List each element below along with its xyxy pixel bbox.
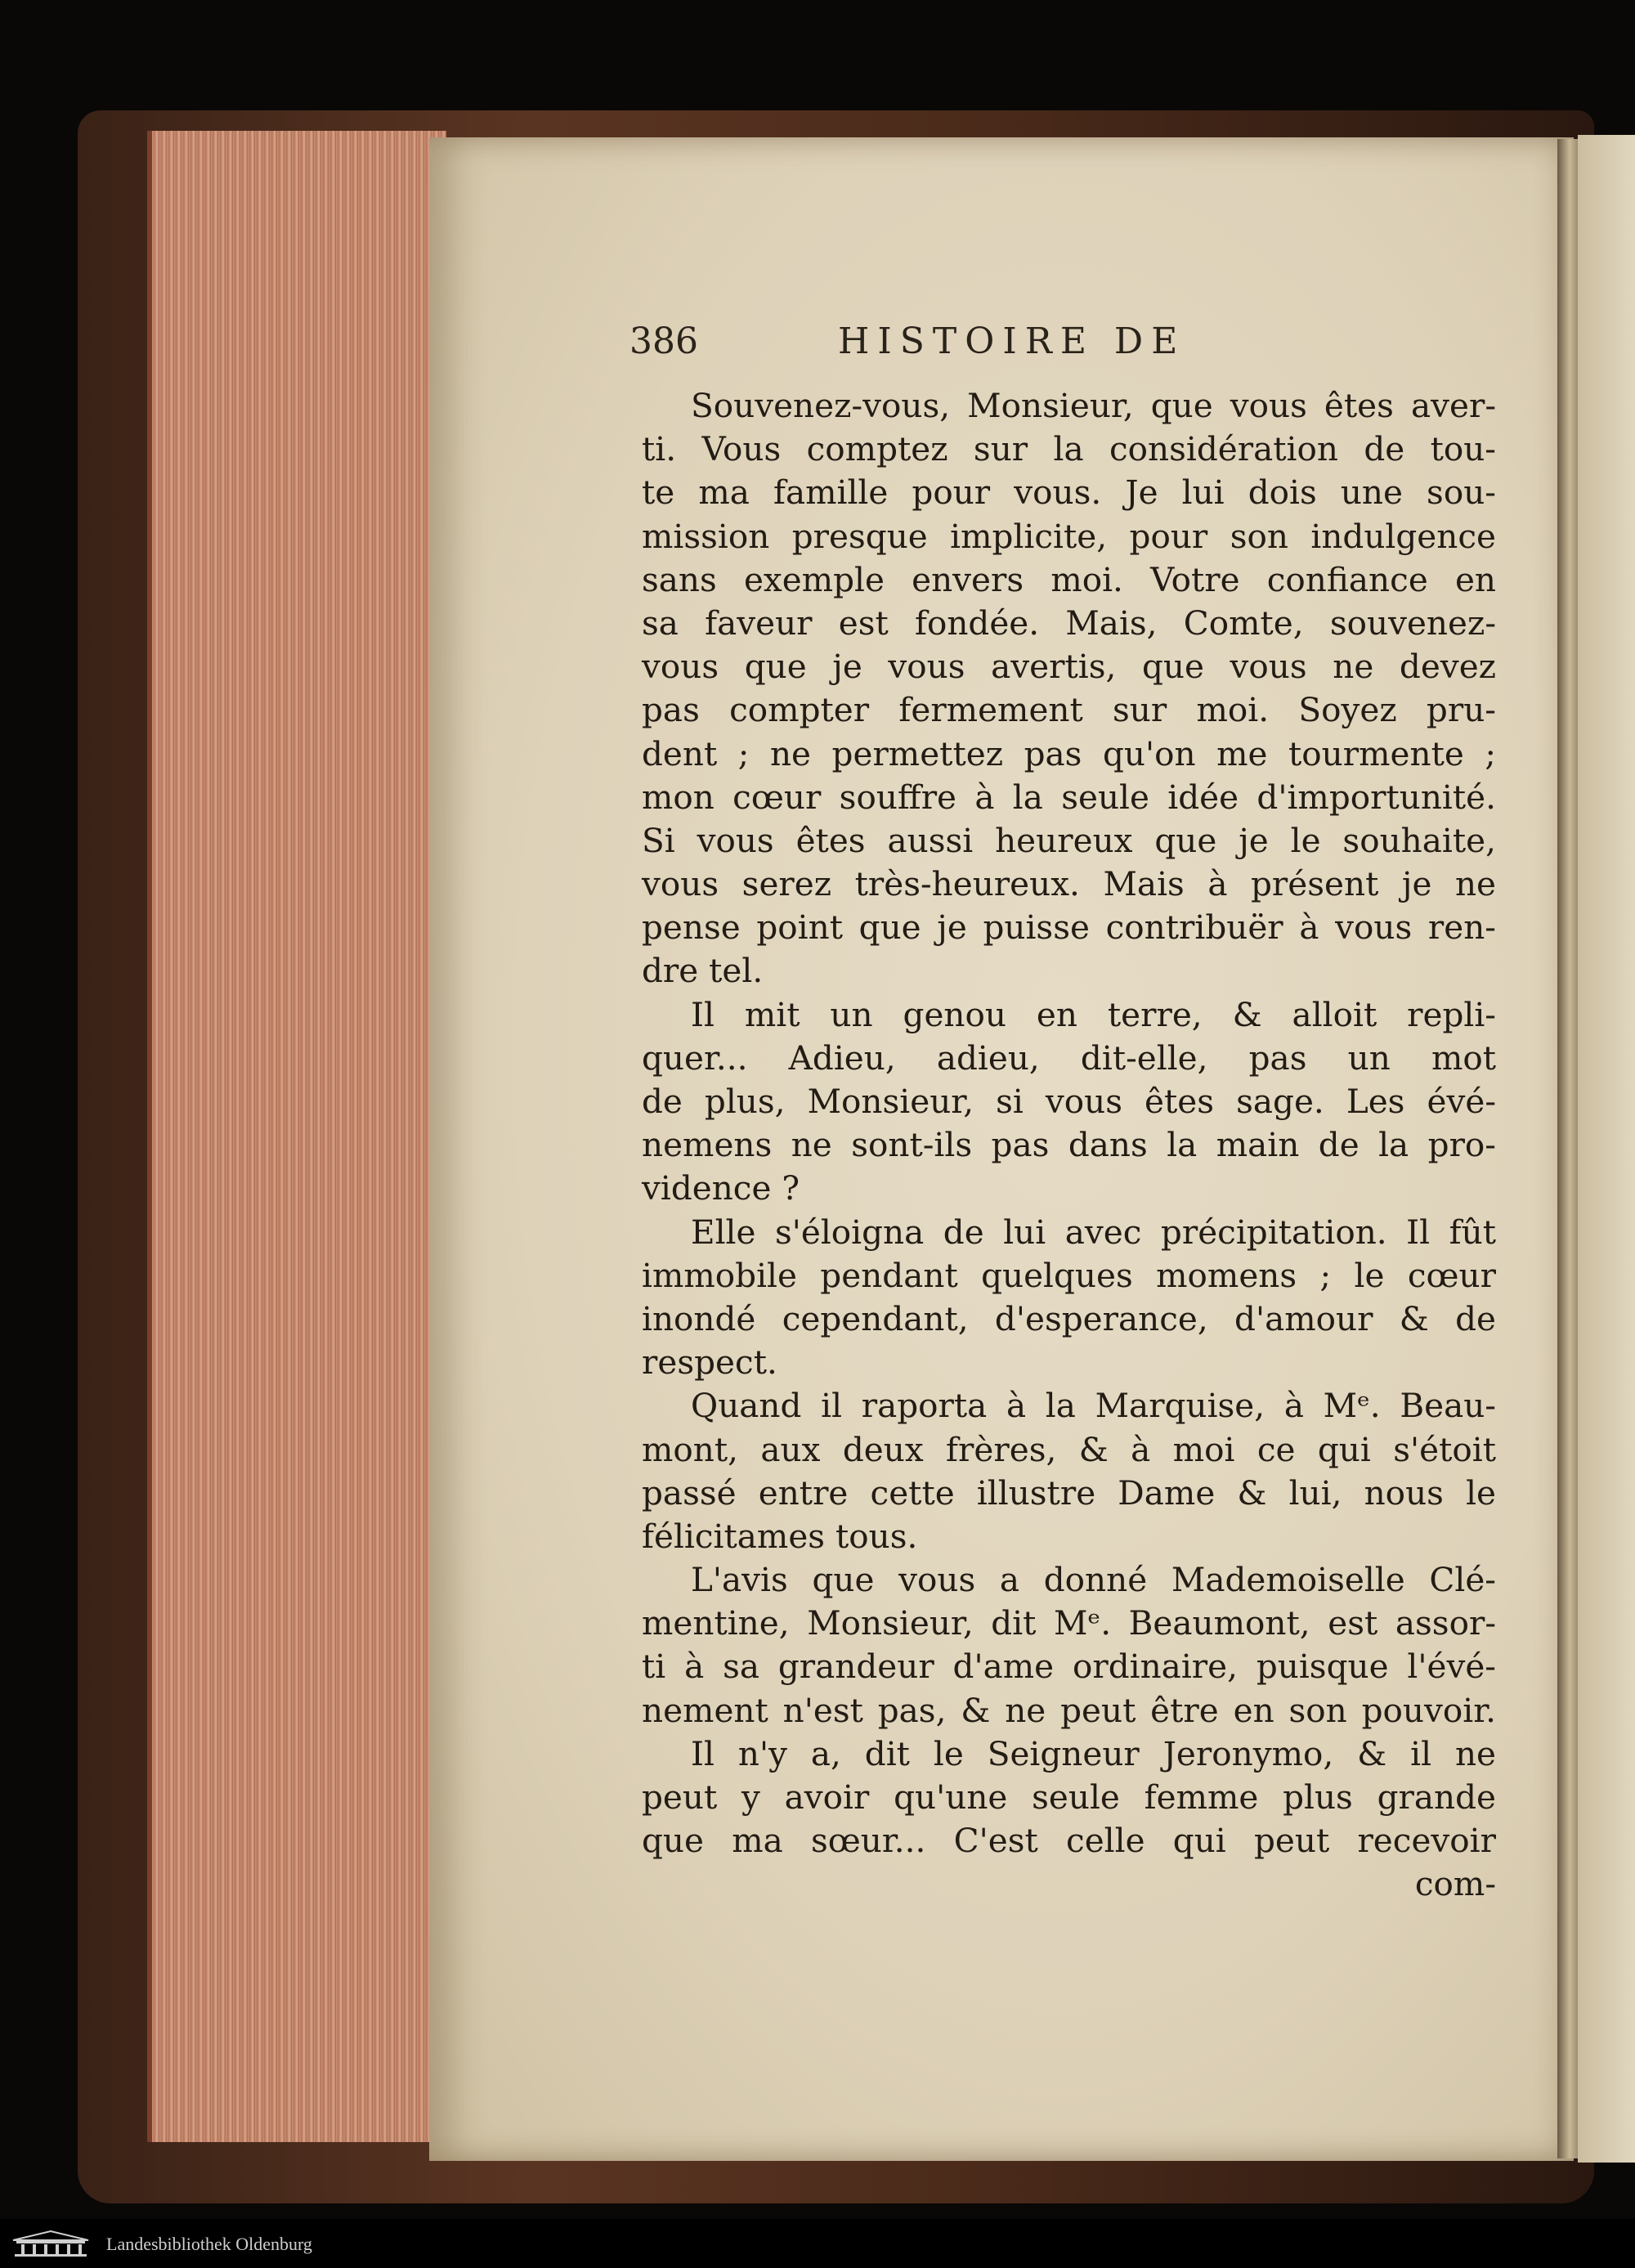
text-line: ti à sa grandeur d'ame ordinaire, puisque l'évé- [642,1647,1496,1687]
text-line: que ma sœur... C'est celle qui peut recevoir [642,1821,1496,1861]
text-line: Il mit un genou en terre, & alloit repli- [691,994,1496,1034]
library-name: Landesbibliothek Oldenburg [106,2234,312,2254]
text-line: com- [1414,1864,1496,1904]
text-line: respect. [642,1342,777,1383]
text-line: mentine, Monsieur, dit Mᵉ. Beaumont, est assor- [642,1603,1496,1643]
text-line: inondé cependant, d'esperance, d'amour & de [642,1298,1496,1338]
text-line: peut y avoir qu'une seule femme plus grande [642,1777,1496,1817]
text-line: Si vous êtes aussi heureux que je le souhaite, [642,820,1496,860]
body-text [642,384,1496,1907]
text-line: te ma famille pour vous. Je lui dois une sou- [642,473,1496,513]
text-line: sans exemple envers moi. Votre confiance en [642,559,1496,599]
text-line: vidence ? [642,1168,800,1208]
text-line: dent ; ne permettez pas qu'on me tourmente ; [642,733,1496,773]
text-line: vous que je vous avertis, que vous ne devez [642,647,1496,687]
text-line: passé entre cette illustre Dame & lui, nous le [642,1472,1496,1513]
running-header [629,320,1488,378]
text-line: nement n'est pas, & ne peut être en son pouvoir. [642,1690,1496,1730]
text-line: pas compter fermement sur moi. Soyez pru- [642,690,1496,730]
text-line: Quand il raporta à la Marquise, à Mᵉ. Beau- [691,1386,1496,1426]
text-line: mont, aux deux frères, & à moi ce qui s'étoit [642,1429,1496,1469]
text-line: pense point que je puisse contribuër à vous ren- [642,908,1496,948]
running-title: HISTOIRE DE [838,320,1186,362]
text-line: nemens ne sont-ils pas dans la main de la pro- [642,1125,1496,1165]
text-line: Souvenez-vous, Monsieur, que vous êtes aver- [691,386,1496,425]
text-line: de plus, Monsieur, si vous êtes sage. Les évé- [642,1082,1496,1121]
page-number: 386 [629,320,698,362]
text-line: quer... Adieu, adieu, dit-elle, pas un mot [642,1038,1496,1078]
text-line: mon cœur souffre à la seule idée d'importunité. [642,777,1496,817]
footer-bar [0,2219,1635,2268]
text-line: immobile pendant quelques momens ; le cœur [642,1255,1496,1295]
facing-page-edge [1578,135,1635,2163]
text-line: vous serez très-heureux. Mais à présent je ne [642,864,1496,904]
text-line: mission presque implicite, pour son indulgence [642,516,1496,556]
text-line: Il n'y a, dit le Seigneur Jeronymo, & il ne [691,1733,1496,1773]
text-line: Elle s'éloigna de lui avec précipitation. Il fût [691,1212,1496,1252]
page-edges [147,131,446,2142]
text-line: félicitames tous. [642,1516,918,1556]
text-line: ti. Vous comptez sur la considération de tou- [642,429,1496,469]
text-line: sa faveur est fondée. Mais, Comte, souvenez- [642,603,1496,643]
text-line: dre tel. [642,951,764,991]
text-line: L'avis que vous a donné Mademoiselle Clé- [691,1560,1496,1600]
library-building-icon [10,2229,92,2258]
